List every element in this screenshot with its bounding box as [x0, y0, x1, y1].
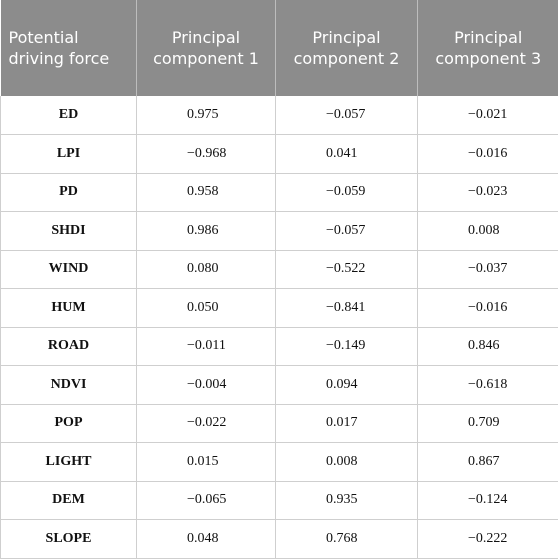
pc1-cell: −0.011	[137, 327, 276, 366]
pc3-cell: −0.037	[418, 250, 558, 289]
driving-force-cell: POP	[1, 404, 137, 443]
pc2-cell: −0.057	[276, 212, 418, 251]
pc2-cell: −0.149	[276, 327, 418, 366]
pc3-cell: −0.124	[418, 481, 558, 520]
table-row	[1, 366, 558, 405]
driving-force-cell: HUM	[1, 289, 137, 328]
driving-force-cell: LPI	[1, 135, 137, 174]
table-row	[1, 173, 558, 212]
pc3-cell: −0.023	[418, 173, 558, 212]
pc2-cell: −0.522	[276, 250, 418, 289]
pc1-cell: −0.004	[137, 366, 276, 405]
pc2-cell: 0.041	[276, 135, 418, 174]
driving-force-cell: DEM	[1, 481, 137, 520]
pc3-cell: −0.021	[418, 96, 558, 135]
table-row	[1, 250, 558, 289]
table-row	[1, 289, 558, 328]
pc3-cell: 0.846	[418, 327, 558, 366]
pc1-cell: −0.968	[137, 135, 276, 174]
pc3-cell: 0.008	[418, 212, 558, 251]
table-row	[1, 135, 558, 174]
header-principal-component-2: Principal component 2	[276, 0, 418, 96]
pc2-cell: 0.935	[276, 481, 418, 520]
header-principal-component-1: Principal component 1	[137, 0, 276, 96]
header-driving-force: Potential driving force	[1, 0, 137, 96]
table-row	[1, 96, 558, 135]
driving-force-cell: WIND	[1, 250, 137, 289]
pc3-cell: −0.016	[418, 135, 558, 174]
driving-force-cell: LIGHT	[1, 443, 137, 482]
pc3-cell: −0.618	[418, 366, 558, 405]
pc1-cell: 0.048	[137, 520, 276, 559]
pc3-cell: −0.016	[418, 289, 558, 328]
pc1-cell: −0.065	[137, 481, 276, 520]
pc1-cell: 0.080	[137, 250, 276, 289]
pc3-cell: 0.709	[418, 404, 558, 443]
pc3-cell: 0.867	[418, 443, 558, 482]
pc2-cell: 0.094	[276, 366, 418, 405]
pc2-cell: −0.057	[276, 96, 418, 135]
driving-force-cell: ROAD	[1, 327, 137, 366]
pc2-cell: −0.841	[276, 289, 418, 328]
table-row	[1, 327, 558, 366]
table-row	[1, 443, 558, 482]
driving-force-cell: NDVI	[1, 366, 137, 405]
header-row	[1, 0, 558, 96]
pc3-cell: −0.222	[418, 520, 558, 559]
pc2-cell: 0.768	[276, 520, 418, 559]
pc1-cell: 0.986	[137, 212, 276, 251]
pc2-cell: −0.059	[276, 173, 418, 212]
pc1-cell: 0.958	[137, 173, 276, 212]
table-row	[1, 212, 558, 251]
driving-force-cell: SLOPE	[1, 520, 137, 559]
pc1-cell: 0.015	[137, 443, 276, 482]
driving-force-cell: SHDI	[1, 212, 137, 251]
pc2-cell: 0.017	[276, 404, 418, 443]
table-row	[1, 481, 558, 520]
pc1-cell: −0.022	[137, 404, 276, 443]
driving-force-cell: PD	[1, 173, 137, 212]
pc2-cell: 0.008	[276, 443, 418, 482]
pc1-cell: 0.975	[137, 96, 276, 135]
table-row	[1, 520, 558, 559]
header-principal-component-3: Principal component 3	[418, 0, 558, 96]
pc1-cell: 0.050	[137, 289, 276, 328]
driving-force-cell: ED	[1, 96, 137, 135]
table-row	[1, 404, 558, 443]
